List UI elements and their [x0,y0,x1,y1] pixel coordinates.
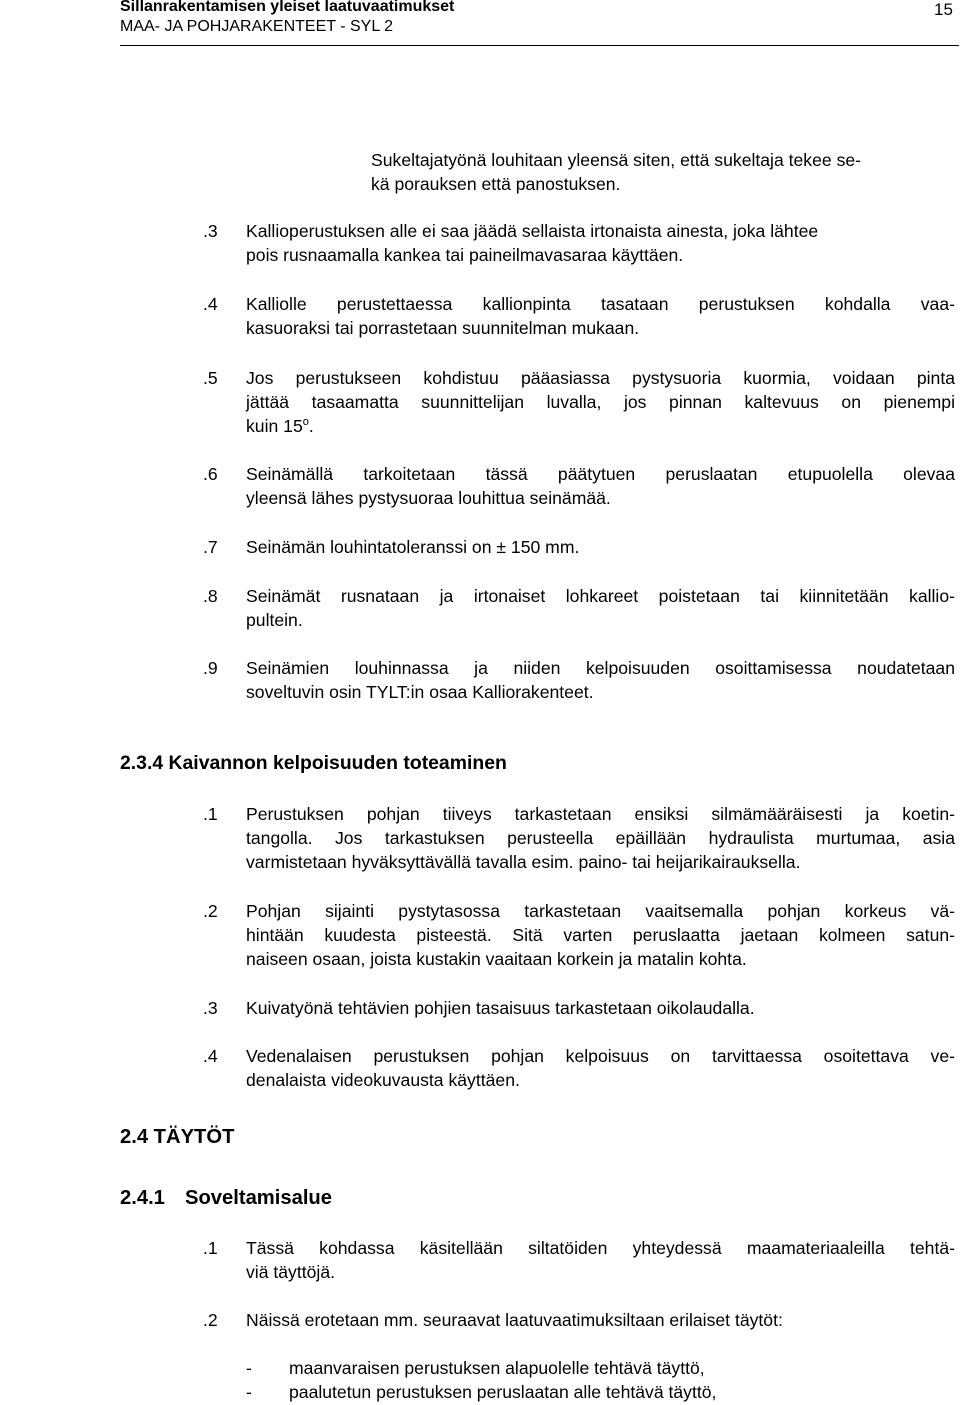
item-line: yleensä lähes pystysuoraa louhittua seinämää. [246,488,611,508]
item-line: naiseen osaan, joista kustakin vaaitaan korkein ja matalin kohta. [246,949,747,969]
item-line: varmistetaan hyväksyttävällä tavalla esim. paino- tai heijarikairauksella. [246,852,801,872]
item-number: .1 [203,1238,218,1258]
item-line: Perustuksen pohjan tiiveys tarkastetaan ensiksi silmämääräisesti ja koetin- [246,804,955,824]
page-number: 15 [934,0,953,19]
item-number: .4 [203,294,218,314]
item-line: viä täyttöjä. [246,1262,335,1282]
bullet-item: maanvaraisen perustuksen alapuolelle tehtävä täyttö, [289,1358,705,1378]
subsection-number: 2.4.1 [120,1187,165,1209]
item-line: Pohjan sijainti pystytasossa tarkastetaan vaaitsemalla pohjan korkeus vä- [246,901,955,921]
bullet-item: paalutetun perustuksen peruslaatan alle tehtävä täyttö, [289,1382,717,1402]
item-line: soveltuvin osin TYLT:in osaa Kalliorakenteet. [246,682,594,702]
item-line: pultein. [246,610,303,630]
item-line: Näissä erotetaan mm. seuraavat laatuvaatimuksiltaan erilaiset täytöt: [246,1310,783,1330]
item-line: Vedenalaisen perustuksen pohjan kelpoisuus on tarvittaessa osoitettava ve- [246,1046,955,1066]
item-number: .3 [203,221,218,241]
chapter-heading: 2.4 TÄYTÖT [120,1126,235,1148]
item-line [246,415,955,439]
item-number: .6 [203,464,218,484]
item-line: Seinämällä tarkoitetaan tässä päätytuen peruslaatan etupuolella olevaa [246,464,955,484]
item-line: Tässä kohdassa käsitellään siltatöiden yhteydessä maamateriaaleilla tehtä- [246,1238,955,1258]
intro-line-1: Sukeltajatyönä louhitaan yleensä siten, että sukeltaja tekee se- [371,150,862,170]
item-line: pois rusnaamalla kankea tai paineilmavasaraa käyttäen. [246,245,684,265]
item-line: tangolla. Jos tarkastuksen perusteella epäillään hydraulista murtumaa, asia [246,828,955,848]
item-number: .4 [203,1046,218,1066]
section-heading: 2.3.4 Kaivannon kelpoisuuden toteaminen [120,752,507,774]
item-line: hintään kuudesta pisteestä. Sitä varten peruslaatta jaetaan kolmeen satun- [246,925,955,945]
item-number: .7 [203,537,218,557]
degree-superscript: o [302,416,309,429]
intro-line-2: kä porauksen että panostuksen. [371,174,621,194]
item-number: .3 [203,998,218,1018]
item-number: .2 [203,901,218,921]
bullet-dash: - [246,1358,252,1378]
item-number: .1 [203,804,218,824]
item-line: Seinämän louhintatoleranssi on ± 150 mm. [246,537,580,557]
item-number: .9 [203,658,218,678]
item-number: .5 [203,368,218,388]
item-line: denalaista videokuvausta käyttäen. [246,1070,520,1090]
item-line: Kalliolle perustettaessa kallionpinta tasataan perustuksen kohdalla vaa- [246,294,955,314]
item-number: .2 [203,1310,218,1330]
subsection-title: Soveltamisalue [185,1187,332,1209]
bullet-dash: - [246,1382,252,1402]
header-divider [120,45,959,46]
item-line: Kuivatyönä tehtävien pohjien tasaisuus tarkastetaan oikolaudalla. [246,998,755,1018]
item-number: .8 [203,586,218,606]
document-subtitle: MAA- JA POHJARAKENTEET - SYL 2 [120,18,393,35]
item-line: kasuoraksi tai porrastetaan suunnitelman mukaan. [246,318,640,338]
item-text: kuin 15 [246,416,303,436]
item-text: . [308,416,314,436]
item-line: Seinämät rusnataan ja irtonaiset lohkareet poistetaan tai kiinnitetään kallio- [246,586,955,606]
item-line: Jos perustukseen kohdistuu pääasiassa pystysuoria kuormia, voidaan pinta [246,368,955,388]
item-line: Kallioperustuksen alle ei saa jäädä sellaista irtonaista ainesta, joka lähtee [246,221,819,241]
item-line: Seinämien louhinnassa ja niiden kelpoisuuden osoittamisessa noudatetaan [246,658,955,678]
item-line: jättää tasaamatta suunnittelijan luvalla, jos pinnan kaltevuus on pienempi [246,392,955,412]
document-title: Sillanrakentamisen yleiset laatuvaatimukset [120,0,455,15]
